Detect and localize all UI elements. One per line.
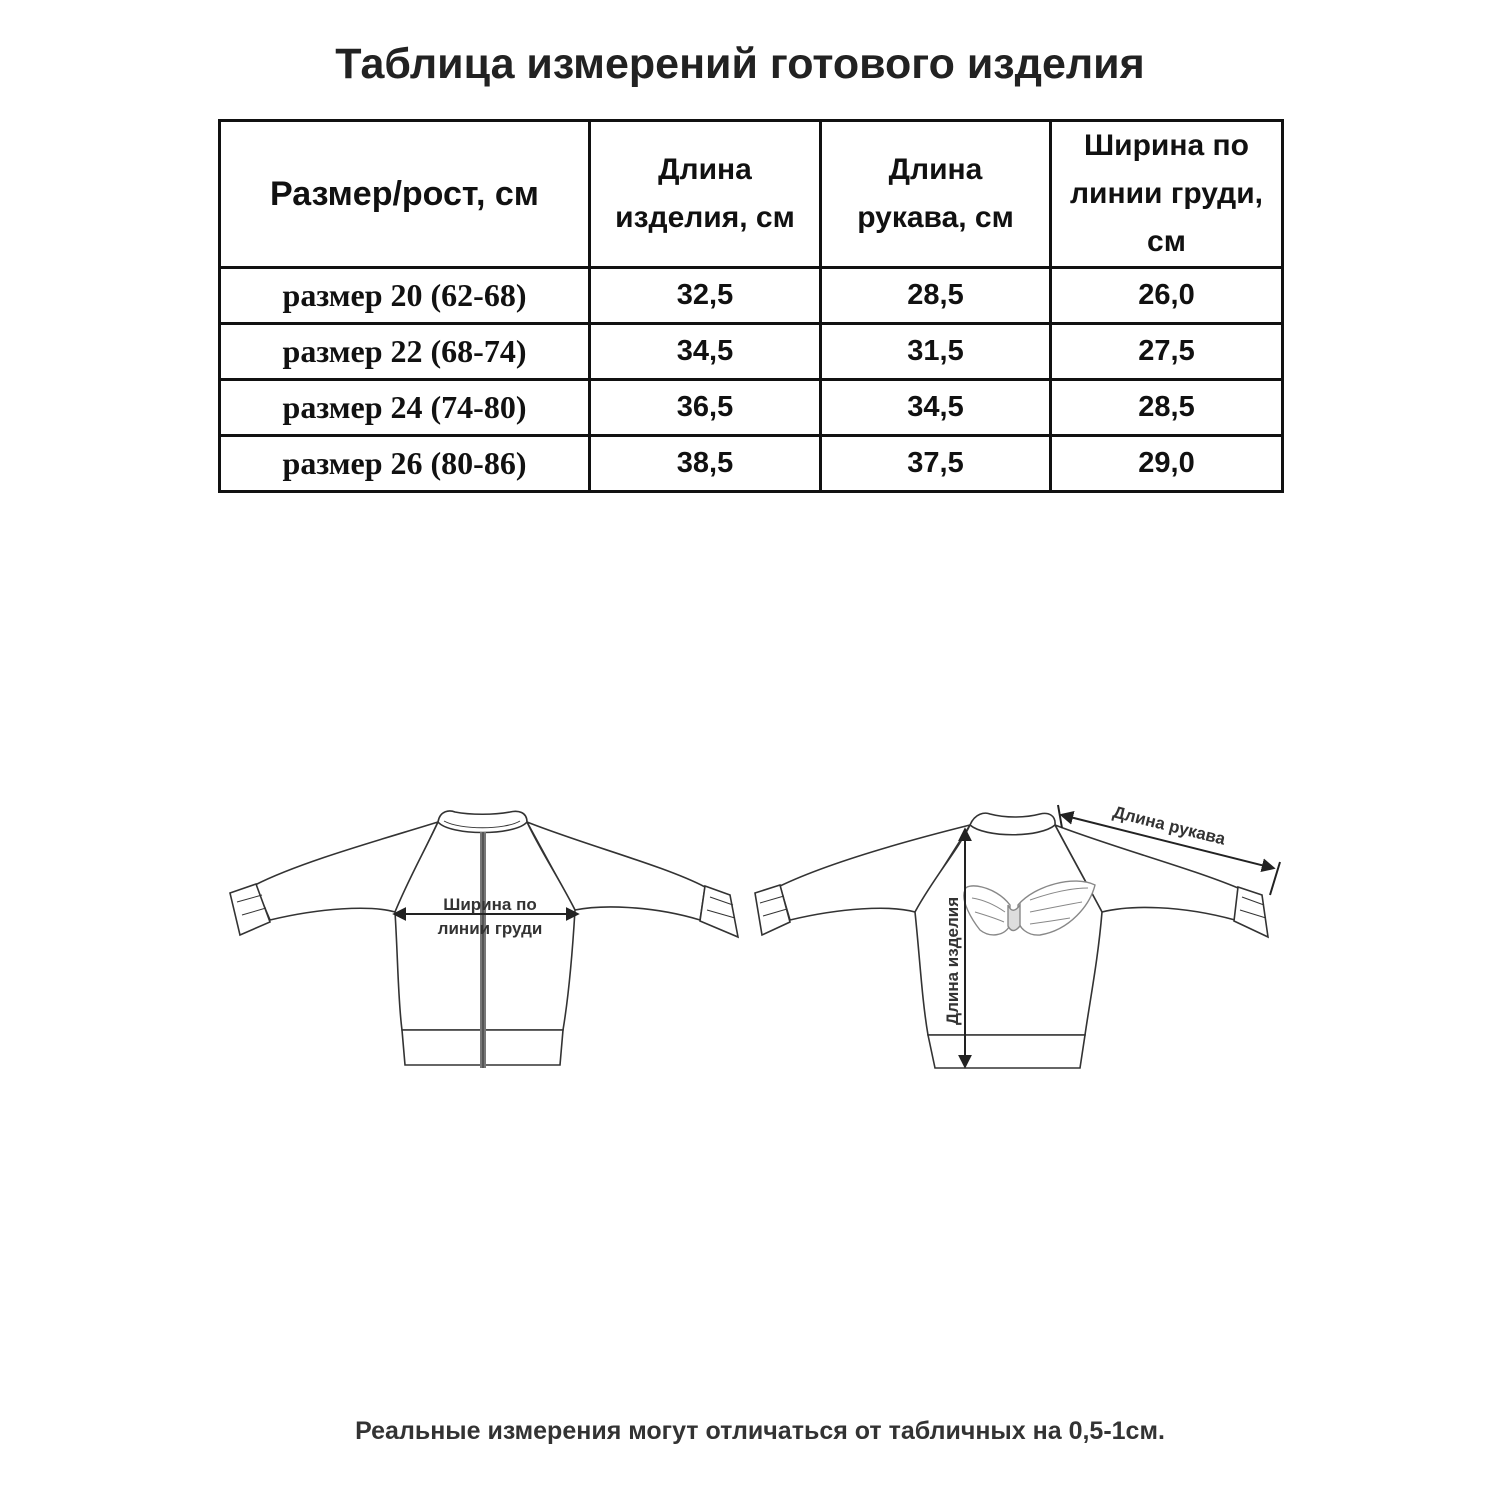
front-chest-label-line1: Ширина по <box>443 895 537 914</box>
header-size-height: Размер/рост, см <box>220 121 590 268</box>
front-jacket-drawing <box>230 811 738 1068</box>
page-title: Таблица измерений готового изделия <box>335 40 1145 88</box>
front-chest-label-line2: линии груди <box>437 919 543 938</box>
sleeve-length-cell: 34,5 <box>821 380 1051 436</box>
header-chest-width: Ширина по линии груди, см <box>1051 121 1283 268</box>
header-item-length: Длина изделия, см <box>590 121 821 268</box>
sleeve-length-cell: 28,5 <box>821 268 1051 324</box>
sleeve-tick-left <box>1058 805 1062 828</box>
footnote: Реальные измерения могут отличаться от табличных на 0,5-1см. <box>355 1417 1165 1445</box>
sleeve-length-cell: 31,5 <box>821 324 1051 380</box>
back-length-label: Длина изделия <box>943 896 962 1025</box>
jacket-diagram <box>0 790 1500 1090</box>
size-cell: размер 20 (62-68) <box>220 268 590 324</box>
sleeve-length-label: Длина рукава <box>1111 802 1228 849</box>
chest-width-cell: 28,5 <box>1051 380 1283 436</box>
item-length-cell: 38,5 <box>590 436 821 492</box>
size-table <box>218 119 1284 493</box>
chest-width-cell: 29,0 <box>1051 436 1283 492</box>
chest-width-cell: 27,5 <box>1051 324 1283 380</box>
table-header-row <box>220 121 1283 268</box>
size-cell: размер 22 (68-74) <box>220 324 590 380</box>
item-length-cell: 32,5 <box>590 268 821 324</box>
chest-width-cell: 26,0 <box>1051 268 1283 324</box>
sleeve-length-cell: 37,5 <box>821 436 1051 492</box>
table-row <box>220 268 1283 324</box>
size-cell: размер 26 (80-86) <box>220 436 590 492</box>
table-row <box>220 436 1283 492</box>
header-sleeve-length: Длина рукава, см <box>821 121 1051 268</box>
back-jacket-drawing <box>755 813 1268 1068</box>
item-length-cell: 34,5 <box>590 324 821 380</box>
table-row <box>220 380 1283 436</box>
table-row <box>220 324 1283 380</box>
item-length-cell: 36,5 <box>590 380 821 436</box>
size-cell: размер 24 (74-80) <box>220 380 590 436</box>
